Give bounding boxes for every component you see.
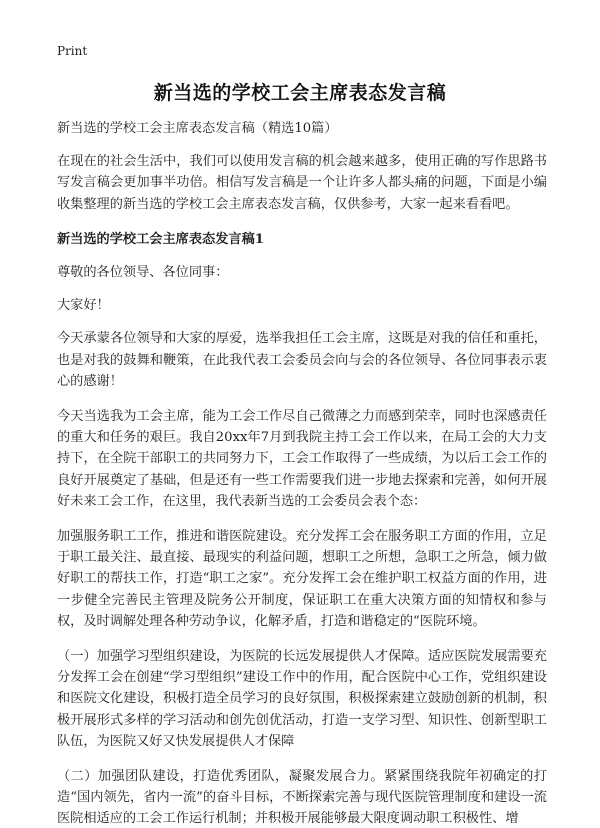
greeting: 大家好！ — [57, 298, 110, 314]
paragraph-pledge: 今天当选我为工会主席，能为工会工作尽自己微薄之力而感到荣幸，同时也深感责任的重大和任务的艰巨。我自20xx年7月到我院主持工会工作以来，在局工会的大力支持下，在全院干部职工的共同努力下，工会工作取得了一些成绩，为以后工会工作的良好开展奠定了基础，但是还有一些工作需要我们进一步地去探索和完善，如何开展好未来工会工作，在这里，我代表新当选的工会委员会表个态： — [57, 409, 547, 509]
paragraph-thanks: 今天承蒙各位领导和大家的厚爱，选举我担任工会主席，这既是对我的信任和重托，也是对我的鼓舞和鞭策，在此我代表工会委员会向与会的各位领导、各位同事表示衷心的感谢！ — [57, 331, 547, 389]
intro-paragraph: 在现在的社会生活中，我们可以使用发言稿的机会越来越多，使用正确的写作思路书写发言稿会更加事半功倍。相信写发言稿是一个让许多人都头痛的问题，下面是小编收集整理的新当选的学校工会主席表态发言稿，仅供参考，大家一起来看看吧。 — [57, 154, 547, 212]
paragraph-service: 加强服务职工工作，推进和谐医院建设。充分发挥工会在服务职工方面的作用，立足于职工最关注、最直接、最现实的利益问题，想职工之所想，急职工之所急，倾力做好职工的帮扶工作，打造“职工之家”。充分发挥工会在维护职工权益方面的作用，进一步健全完善民主管理及院务公开制度，保证职工在重大决策方面的知情权和参与权，及时调解处理各种劳动争议，化解矛盾，打造和谐稳定的“医院环境。 — [57, 529, 547, 629]
paragraph-learning: （一）加强学习型组织建设，为医院的长远发展提供人才保障。适应医院发展需要充分发挥工会在创建“学习型组织”建设工作中的作用，配合医院中心工作，党组织建设和医院文化建设，积极打造全员学习的良好氛围，积极探索建立鼓励创新的机制，积极开展形式多样的学习活动和创先创优活动，打造一支学习型、知识性、创新型职工队伍，为医院又好又快发展提供人才保障 — [57, 649, 547, 749]
paragraph-team: （二）加强团队建设，打造优秀团队，凝聚发展合力。紧紧围绕我院年初确定的打造“国内领先，省内一流”的奋斗目标，不断探索完善与现代医院管理制度和建设一流医院相适应的工会工作运行机制；并积极开展能够最大限度调动职工积极性、增 — [57, 769, 547, 827]
section-heading: 新当选的学校工会主席表态发言稿1 — [57, 231, 264, 247]
salutation: 尊敬的各位领导、各位同事： — [57, 265, 229, 281]
document-body — [57, 118, 547, 828]
print-link[interactable]: Print — [57, 44, 88, 58]
document-subtitle: 新当选的学校工会主席表态发言稿（精选10篇） — [57, 121, 338, 136]
page-title: 新当选的学校工会主席表态发言稿 — [153, 82, 447, 104]
